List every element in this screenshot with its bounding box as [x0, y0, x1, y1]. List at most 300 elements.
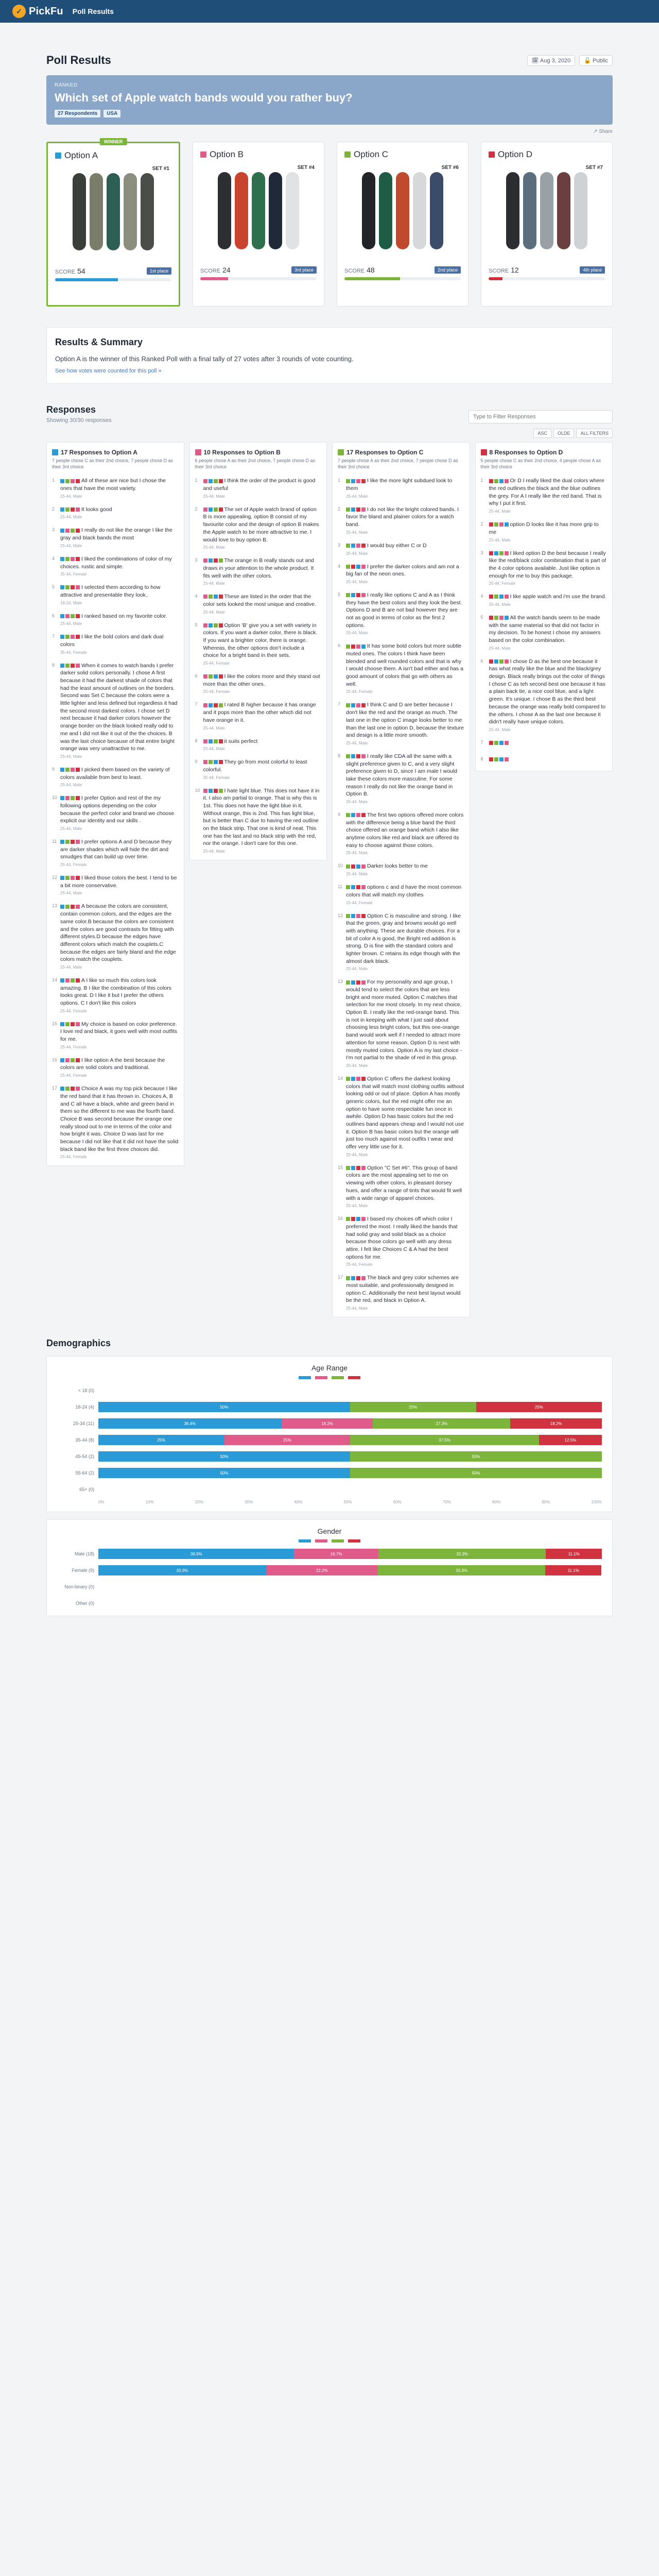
column-header: [338, 449, 464, 456]
response-item[interactable]: [52, 1057, 179, 1078]
response-item[interactable]: [481, 756, 608, 765]
ranking-swatches: [489, 616, 509, 620]
watch-band-swatch: [73, 173, 86, 250]
respondent-meta: 25-44, Male: [60, 754, 82, 759]
response-item[interactable]: [52, 477, 179, 498]
response-text-line: [203, 787, 322, 848]
response-item[interactable]: [481, 739, 608, 749]
axis-tick: 50%: [343, 1500, 352, 1505]
response-item[interactable]: [338, 542, 464, 556]
response-number: 5: [338, 591, 341, 597]
response-body: [489, 477, 608, 514]
respondent-meta: 25-44, Male: [489, 646, 511, 651]
visibility-chip[interactable]: 🔓 Public: [579, 55, 613, 66]
legend-swatch-d: [348, 1376, 360, 1379]
response-item[interactable]: [52, 613, 179, 626]
ranking-swatches: [346, 813, 366, 817]
option-image[interactable]: [489, 167, 605, 255]
response-item[interactable]: [481, 614, 608, 651]
response-text: I really like options C and A as I think they have the best colors and they look the best. Options D and B are not bad however they are not as good in terms of color as the first 2 options.: [346, 591, 462, 629]
response-body: [346, 884, 464, 905]
chart-legend: [57, 1539, 602, 1543]
stacked-bar: [98, 1598, 602, 1608]
rank-swatch: [489, 757, 493, 761]
response-item[interactable]: [481, 593, 608, 607]
option-card-b[interactable]: [193, 142, 324, 307]
rank-swatch: [71, 664, 75, 668]
bar-segment-c[interactable]: 33.3%: [378, 1549, 546, 1559]
rank-swatch: [65, 507, 70, 512]
response-text-line: [489, 739, 608, 747]
watch-band-swatch: [574, 172, 587, 249]
row-label: 55-64 (2): [75, 1470, 94, 1476]
stack-row: [57, 1549, 602, 1559]
rank-swatch: [65, 905, 70, 909]
sort-asc-button[interactable]: ASC: [533, 429, 551, 438]
bar-segment-a[interactable]: 38.9%: [98, 1549, 294, 1559]
response-item[interactable]: [195, 477, 322, 498]
bar-segment-c[interactable]: 25%: [350, 1402, 476, 1412]
response-item[interactable]: [52, 794, 179, 831]
response-item[interactable]: [195, 593, 322, 614]
response-item[interactable]: [195, 787, 322, 854]
response-item[interactable]: [338, 978, 464, 1068]
bar-segment-c[interactable]: 50%: [350, 1451, 602, 1462]
ranking-swatches: [60, 614, 80, 618]
rank-swatch: [351, 1166, 355, 1170]
rank-swatch: [361, 885, 366, 889]
response-item[interactable]: [338, 477, 464, 498]
bar-segment-d[interactable]: 11.1%: [546, 1549, 602, 1559]
response-item[interactable]: [52, 1085, 179, 1159]
response-item[interactable]: [52, 662, 179, 759]
response-item[interactable]: [481, 658, 608, 732]
watch-band-swatch: [430, 172, 443, 249]
response-text-line: [60, 977, 179, 1007]
respondent-meta: 25-44, Male: [203, 494, 225, 499]
ranking-swatches: [346, 645, 366, 649]
rank-swatch: [60, 796, 64, 800]
option-image[interactable]: [344, 167, 461, 255]
ranking-swatches: [489, 741, 509, 745]
column-title: 10 Responses to Option B: [203, 449, 281, 456]
response-number: 15: [338, 1164, 343, 1170]
response-item[interactable]: [338, 1164, 464, 1208]
question-text: Which set of Apple watch bands would you rather buy?: [55, 91, 353, 104]
response-item[interactable]: [52, 1021, 179, 1049]
rank-swatch: [351, 544, 355, 548]
ranking-swatches: [346, 703, 366, 707]
bar-segment-d[interactable]: 18.2%: [510, 1418, 602, 1429]
response-text: The orange in B really stands out and draws in your attention to the whole product. It fits well with the other colors.: [203, 557, 315, 579]
response-body: [489, 756, 608, 765]
bar-segment-d[interactable]: 25%: [476, 1402, 602, 1412]
row-label: < 18 (0): [78, 1388, 94, 1394]
response-text: It looks good: [81, 506, 112, 513]
watch-band-swatch: [396, 172, 409, 249]
row-label: 65+ (0): [79, 1487, 94, 1493]
response-text: options c and d have the most common colors that will match my clothes: [346, 884, 462, 898]
respondent-meta: 25-44, Male: [203, 545, 225, 550]
ranking-swatches: [346, 1166, 366, 1170]
response-body: [60, 527, 179, 548]
stacked-bar: [98, 1468, 602, 1478]
response-item[interactable]: [52, 766, 179, 787]
response-number: 9: [338, 812, 341, 817]
ranking-swatches: [346, 754, 366, 758]
ranking-swatches: [60, 557, 80, 561]
response-item[interactable]: [52, 977, 179, 1013]
option-image[interactable]: [200, 167, 317, 255]
response-body: [203, 673, 322, 694]
response-text: I would buy either C or D: [367, 542, 427, 549]
rank-swatch: [65, 1022, 70, 1026]
rank-swatch: [65, 768, 70, 772]
score-value: 54: [77, 267, 85, 275]
response-number: 1: [338, 478, 341, 483]
x-axis: [98, 1500, 602, 1504]
respondent-meta: 25-44, Male: [60, 891, 82, 896]
rank-swatch: [203, 760, 207, 764]
response-text: I like option A the best because the colors are solid colors and traditional.: [60, 1057, 165, 1071]
response-number: 15: [52, 1021, 58, 1026]
poll-type-label: RANKED: [55, 82, 78, 88]
rank-swatch: [71, 635, 75, 639]
set-label: SET #7: [585, 165, 603, 171]
ranking-swatches: [203, 789, 223, 793]
watch-band-swatch: [141, 173, 154, 250]
option-card-a[interactable]: [46, 139, 180, 307]
response-number: 17: [338, 1275, 343, 1280]
respondent-meta: 25-44, Male: [346, 631, 368, 636]
rank-swatch: [356, 544, 360, 548]
response-text-line: [203, 593, 322, 608]
response-body: [346, 811, 464, 855]
respondent-meta: 25-44, Male: [346, 1152, 368, 1157]
rank-swatch: [60, 768, 64, 772]
score-value: 48: [367, 266, 375, 274]
response-number: 4: [52, 555, 55, 561]
rank-swatch: [346, 544, 350, 548]
response-body: [203, 701, 322, 730]
response-text-line: [489, 477, 608, 507]
watch-band-swatch: [235, 172, 248, 249]
respondent-meta: 25-44, Male: [60, 543, 82, 548]
respondent-meta: 25-44, Male: [489, 727, 511, 732]
response-text: I like the colors more and they stand out more than the other ones.: [203, 673, 320, 687]
rank-swatch: [356, 645, 360, 649]
column-subtitle: 5 people chose C as their 2nd choice, 4 people chose A as their 3rd choice: [480, 458, 601, 469]
rank-swatch: [60, 529, 64, 533]
response-text: Or D I really liked the dual colors where the red outlines the black and the blue outlines the grey. For A I really like the red band. That is why I put it first.: [489, 478, 604, 507]
response-text-line: [489, 614, 608, 645]
response-number: 5: [52, 584, 55, 590]
rank-swatch: [203, 623, 207, 628]
bar-segment-b[interactable]: 22.2%: [266, 1565, 378, 1575]
response-item[interactable]: [195, 622, 322, 666]
response-text-line: [489, 756, 608, 764]
rank-swatch: [494, 659, 498, 664]
response-text-line: [489, 521, 608, 536]
response-number: 4: [338, 563, 341, 569]
response-text-line: [203, 673, 322, 688]
rank-swatch: [76, 840, 80, 844]
vote-count-link[interactable]: See how votes were counted for this poll »: [55, 368, 162, 374]
winner-badge: WINNER: [100, 138, 127, 145]
response-item[interactable]: [52, 838, 179, 867]
rank-swatch: [361, 980, 366, 985]
response-item[interactable]: [481, 550, 608, 586]
response-text: I based my choices off which color I preferred the most. I really liked the bands that had solid gray and solid black as a choice because those colors go well with any dress attire. I felt like Choices C & A had the best options for me.: [346, 1216, 458, 1260]
rank-swatch: [76, 796, 80, 800]
option-image[interactable]: [55, 168, 171, 256]
response-text-line: [346, 1075, 464, 1151]
response-text-line: [346, 978, 464, 1062]
bar-segment-c[interactable]: 27.3%: [373, 1418, 510, 1429]
ranking-swatches: [60, 507, 80, 512]
stack-row: [57, 1468, 602, 1478]
response-item[interactable]: [195, 738, 322, 752]
bar-segment-b[interactable]: 18.2%: [282, 1418, 373, 1429]
response-item[interactable]: [338, 1075, 464, 1157]
rank-swatch: [494, 741, 498, 745]
response-body: [346, 1075, 464, 1157]
response-item[interactable]: [52, 506, 179, 520]
response-item[interactable]: [52, 633, 179, 654]
rank-swatch: [351, 980, 355, 985]
response-number: 5: [480, 614, 483, 620]
response-item[interactable]: [338, 862, 464, 876]
bar-segment-a[interactable]: 33.3%: [98, 1565, 266, 1575]
response-item[interactable]: [338, 506, 464, 535]
rank-swatch: [356, 1166, 360, 1170]
response-number: 4: [480, 594, 483, 599]
response-text-line: [60, 1085, 179, 1153]
response-body: [60, 584, 179, 605]
response-number: 17: [52, 1086, 58, 1091]
rank-swatch: [60, 479, 64, 483]
date-text: Aug 3, 2020: [540, 57, 571, 64]
rank-swatch: [65, 796, 70, 800]
response-number: 7: [480, 739, 483, 745]
rank-swatch: [76, 635, 80, 639]
rank-swatch: [505, 659, 509, 664]
brand-logo[interactable]: [12, 5, 63, 18]
response-number: 13: [338, 979, 343, 985]
rank-swatch: [203, 674, 207, 679]
response-text: A because the colors are consistent, contain common colors, and the edges are the same color.B because the colors are consistent and the colors are good contrasts for fitting with different styles.D because the edges have different colors which match the couplets.C because the edges are fairly bland and the edge colors match the couplets.: [60, 903, 176, 963]
ranking-swatches: [60, 796, 80, 800]
response-item[interactable]: [338, 642, 464, 694]
bar-segment-a[interactable]: 50%: [98, 1451, 350, 1462]
response-item[interactable]: [195, 758, 322, 779]
ranking-swatches: [60, 1087, 80, 1091]
respondent-meta: 35-44, Female: [60, 572, 87, 577]
rank-swatch: [356, 1276, 360, 1280]
response-text: I prefer options A and D because they are darker shades which will hide the dirt and smudges that can build up over time.: [60, 839, 172, 860]
response-item[interactable]: [338, 753, 464, 804]
all-filters-button[interactable]: ALL FILTERS: [576, 429, 613, 438]
score-row: [200, 266, 317, 274]
response-item[interactable]: [52, 527, 179, 548]
stack-row: [57, 1598, 602, 1608]
place-chip: 2nd place: [435, 266, 461, 274]
ranking-swatches: [203, 507, 223, 512]
response-item[interactable]: [338, 1215, 464, 1267]
bar-segment-d[interactable]: 12.5%: [539, 1435, 602, 1445]
rank-swatch: [361, 865, 366, 869]
rank-swatch: [346, 885, 350, 889]
response-item[interactable]: [195, 506, 322, 550]
response-text-line: [60, 662, 179, 753]
ranking-swatches: [346, 885, 366, 889]
response-item[interactable]: [481, 521, 608, 542]
response-item[interactable]: [338, 591, 464, 635]
gender-chart-title: Gender: [317, 1527, 342, 1536]
sort-oldest-button[interactable]: OLDE: [553, 429, 575, 438]
rank-swatch: [505, 551, 509, 555]
watch-band-swatch: [252, 172, 265, 249]
response-body: [60, 1021, 179, 1049]
option-card-d[interactable]: [481, 142, 613, 307]
response-text-line: [60, 794, 179, 825]
rank-swatch: [351, 885, 355, 889]
rank-swatch: [71, 614, 75, 618]
response-text: These are listed in the order that the color sets looked the most unique and creative.: [203, 594, 316, 607]
respondent-meta: 25-44, Female: [60, 1155, 87, 1160]
response-text-line: [60, 766, 179, 781]
rank-swatch: [60, 614, 64, 618]
respondent-meta: 25-44, Male: [203, 747, 225, 752]
response-text: Darker looks better to me: [367, 863, 428, 870]
watch-band-swatch: [286, 172, 299, 249]
filter-responses-input[interactable]: [469, 410, 613, 423]
rank-swatch: [494, 595, 498, 599]
bar-segment-a[interactable]: 36.4%: [98, 1418, 282, 1429]
response-item[interactable]: [52, 555, 179, 577]
rank-swatch: [65, 479, 70, 483]
share-link[interactable]: ↗ Share: [593, 129, 613, 134]
place-chip: 1st place: [147, 267, 171, 275]
option-name: Option B: [210, 149, 244, 159]
rank-swatch: [76, 978, 80, 982]
rank-swatch: [209, 760, 213, 764]
bar-segment-a[interactable]: 25%: [98, 1435, 224, 1445]
response-number: 9: [195, 759, 198, 765]
legend-swatch-d: [348, 1539, 360, 1543]
response-text-line: [60, 506, 179, 514]
score-bar: [55, 278, 171, 281]
response-number: 2: [195, 506, 198, 512]
rank-swatch: [71, 529, 75, 533]
response-text-line: [203, 477, 322, 492]
rank-swatch: [351, 865, 355, 869]
response-item[interactable]: [338, 912, 464, 972]
score-label-text: SCORE: [200, 268, 221, 274]
response-number: 3: [480, 550, 483, 555]
rank-swatch: [203, 507, 207, 512]
response-text: I liked option D the best because I really like the red/black color combination that is part of the 4 color options available. Just like option is enough for me to buy this package.: [489, 550, 606, 579]
axis-tick: 90%: [542, 1500, 550, 1505]
ranking-swatches: [60, 768, 80, 772]
bar-segment-c[interactable]: 37.5%: [350, 1435, 539, 1445]
response-item[interactable]: [338, 1274, 464, 1311]
response-item[interactable]: [195, 673, 322, 694]
rank-swatch: [219, 739, 223, 743]
rank-swatch: [494, 479, 498, 483]
rank-swatch: [76, 507, 80, 512]
rank-swatch: [489, 551, 493, 555]
respondent-meta: 25-44, Male: [346, 800, 368, 804]
response-item[interactable]: [195, 557, 322, 586]
ranking-swatches: [346, 593, 366, 597]
response-item[interactable]: [481, 477, 608, 514]
option-card-c[interactable]: [337, 142, 469, 307]
bar-segment-d[interactable]: 11.1%: [545, 1565, 601, 1575]
rank-swatch: [346, 914, 350, 918]
respondent-meta: 25-44, Male: [489, 537, 511, 543]
bar-segment-b[interactable]: 25%: [224, 1435, 351, 1445]
response-number: 7: [52, 634, 55, 639]
response-item[interactable]: [195, 701, 322, 730]
response-number: 8: [480, 756, 483, 761]
response-text-line: [60, 838, 179, 861]
bar-segment-b[interactable]: 16.7%: [294, 1549, 378, 1559]
gender-chart: [46, 1519, 613, 1616]
response-item[interactable]: [338, 701, 464, 745]
response-text-line: [346, 642, 464, 688]
response-body: [346, 1274, 464, 1311]
rank-swatch: [76, 664, 80, 668]
response-item[interactable]: [52, 903, 179, 970]
rank-swatch: [76, 479, 80, 483]
response-text-line: [60, 874, 179, 889]
respondent-meta: 25-44, Male: [60, 621, 82, 626]
watch-band-swatch: [557, 172, 570, 249]
rank-swatch: [489, 616, 493, 620]
rank-swatch: [76, 614, 80, 618]
rank-swatch: [356, 813, 360, 817]
response-body: [489, 550, 608, 586]
bar-segment-a[interactable]: 50%: [98, 1468, 350, 1478]
response-number: 6: [195, 673, 198, 679]
response-text: They go from most colorful to least colorful.: [203, 759, 307, 773]
respondent-meta: 25-44, Male: [60, 783, 82, 788]
response-item[interactable]: [338, 811, 464, 855]
option-color-swatch: [55, 152, 61, 159]
response-item[interactable]: [52, 874, 179, 895]
respondent-meta: 25-44, Male: [346, 1063, 368, 1068]
rank-swatch: [505, 741, 509, 745]
score-label-text: SCORE: [489, 268, 509, 274]
response-item[interactable]: [338, 563, 464, 584]
ranking-swatches: [60, 585, 80, 589]
stacked-bar: [98, 1435, 602, 1445]
bar-segment-a[interactable]: 50%: [98, 1402, 350, 1412]
response-body: [346, 563, 464, 584]
response-number: 1: [52, 478, 55, 483]
rank-swatch: [60, 840, 64, 844]
response-text: My choice is based on color preference. I love red and black, it goes well with most outfits for me.: [60, 1021, 178, 1043]
response-body: [203, 787, 322, 854]
row-label: 18-24 (4): [75, 1404, 94, 1410]
bar-segment-c[interactable]: 50%: [350, 1468, 602, 1478]
rank-swatch: [494, 522, 498, 527]
response-item[interactable]: [338, 884, 464, 905]
response-item[interactable]: [52, 584, 179, 605]
response-number: 8: [195, 738, 198, 743]
bar-segment-c[interactable]: 33.3%: [378, 1565, 546, 1575]
